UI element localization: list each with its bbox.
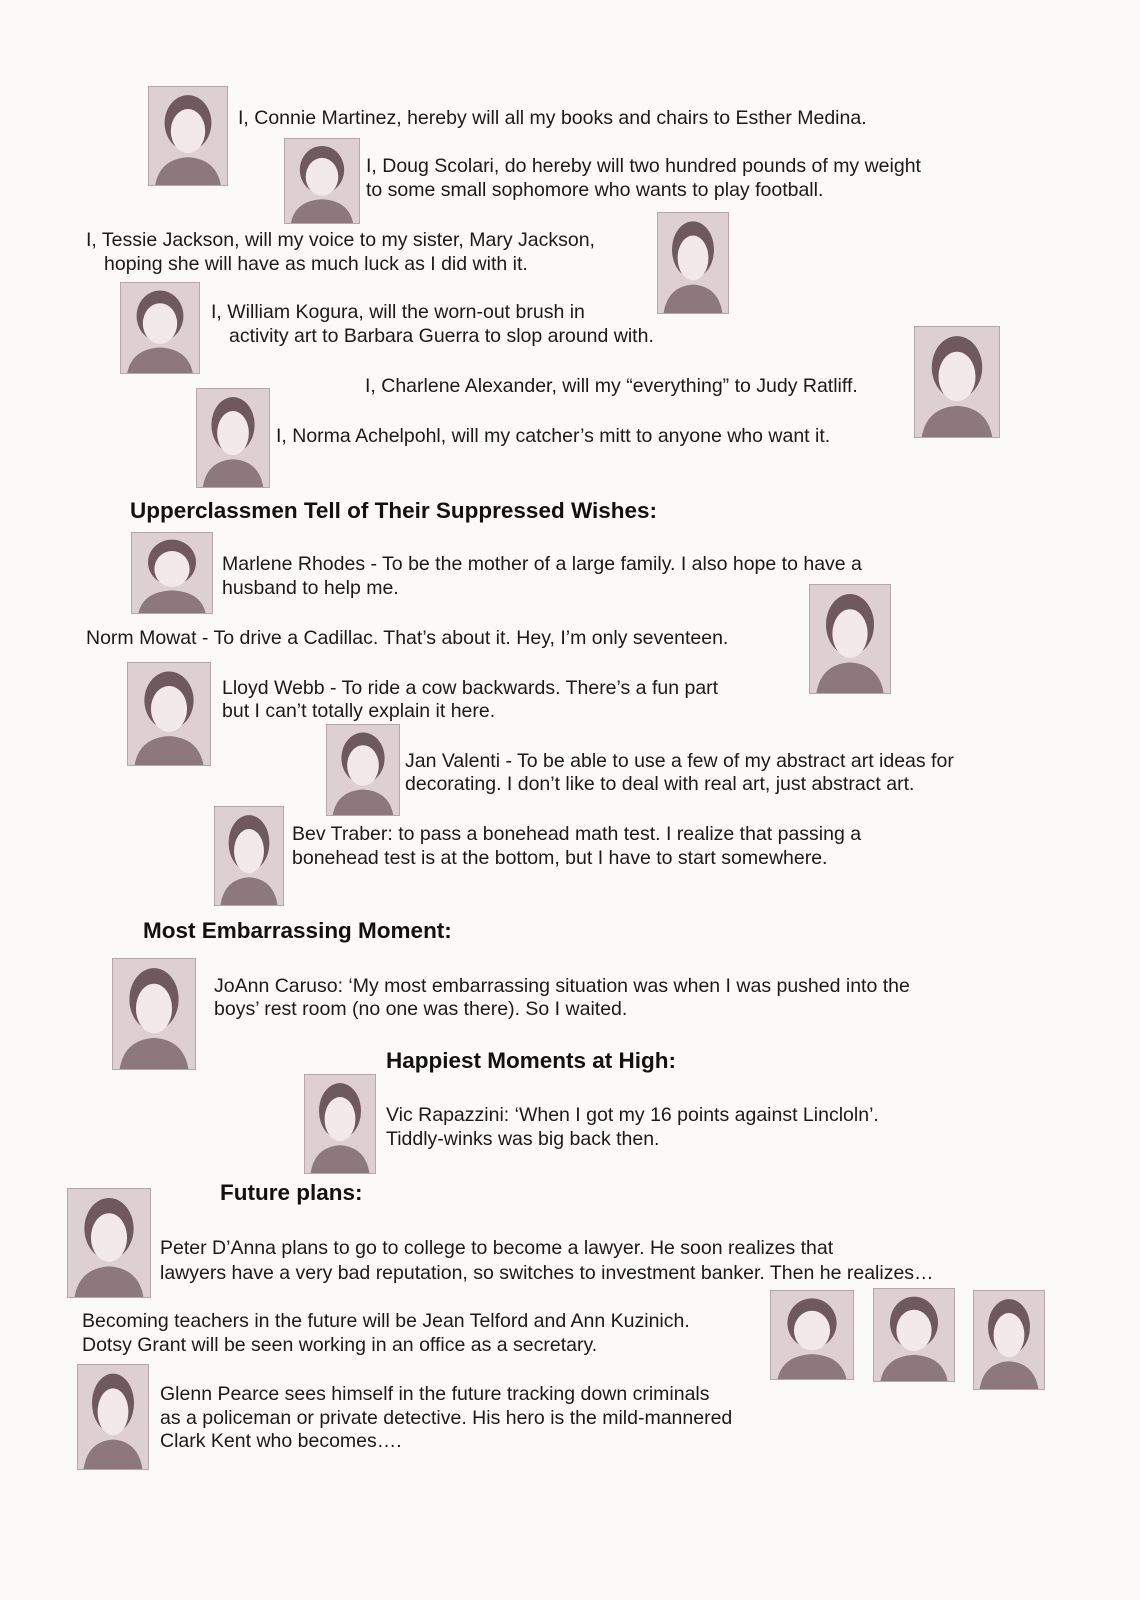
portrait-silhouette bbox=[771, 1291, 853, 1379]
portrait-face bbox=[325, 1097, 356, 1141]
portrait-shoulders bbox=[127, 348, 193, 374]
photo-dotsy-grant bbox=[973, 1290, 1045, 1390]
portrait-silhouette bbox=[113, 959, 195, 1069]
portrait-silhouette bbox=[78, 1365, 148, 1469]
portrait-silhouette bbox=[305, 1075, 375, 1173]
photo-doug-scolari bbox=[284, 138, 360, 224]
portrait-face bbox=[832, 609, 867, 658]
wish-marlene-rhodes-line2: husband to help me. bbox=[222, 577, 399, 599]
portrait-silhouette bbox=[327, 725, 399, 815]
portrait-face bbox=[171, 109, 205, 153]
photo-peter-danna bbox=[67, 1188, 151, 1298]
photo-norma-achelpohl bbox=[196, 388, 270, 488]
wish-marlene-rhodes-line1: Marlene Rhodes - To be the mother of a large family. I also hope to have a bbox=[222, 553, 862, 575]
portrait-face bbox=[151, 686, 187, 732]
portrait-shoulders bbox=[75, 1266, 144, 1297]
photo-norm-mowat bbox=[809, 584, 891, 694]
portrait-shoulders bbox=[220, 877, 277, 905]
wish-jan-valenti-line2: decorating. I don’t like to deal with real art, just abstract art. bbox=[405, 773, 915, 795]
will-doug-scolari-line1: I, Doug Scolari, do hereby will two hundred pounds of my weight bbox=[366, 155, 921, 177]
portrait-shoulders bbox=[664, 285, 723, 313]
portrait-shoulders bbox=[333, 790, 393, 816]
portrait-face bbox=[678, 236, 709, 281]
happiest-vic-rapazzini-line2: Tiddly-winks was big back then. bbox=[386, 1128, 660, 1150]
will-tessie-jackson-line1: I, Tessie Jackson, will my voice to my sister, Mary Jackson, bbox=[86, 229, 595, 251]
future-glenn-pearce-line3: Clark Kent who becomes…. bbox=[160, 1430, 402, 1452]
portrait-shoulders bbox=[880, 1355, 947, 1381]
portrait-face bbox=[154, 551, 189, 587]
portrait-shoulders bbox=[291, 199, 353, 223]
portrait-shoulders bbox=[203, 459, 263, 487]
portrait-shoulders bbox=[980, 1361, 1039, 1389]
photo-joann-caruso bbox=[112, 958, 196, 1070]
portrait-shoulders bbox=[138, 590, 205, 613]
portrait-shoulders bbox=[84, 1440, 143, 1469]
photo-marlene-rhodes bbox=[131, 532, 213, 614]
portrait-shoulders bbox=[922, 406, 993, 437]
will-norma-achelpohl: I, Norma Achelpohl, will my catcher’s mitt to anyone who want it. bbox=[276, 425, 831, 447]
photo-tessie-jackson bbox=[657, 212, 729, 314]
will-william-kogura-line1: I, William Kogura, will the worn-out brush in bbox=[211, 301, 585, 323]
portrait-silhouette bbox=[128, 663, 210, 765]
portrait-silhouette bbox=[197, 389, 269, 487]
wish-bev-traber-line1: Bev Traber: to pass a bonehead math test. I realize that passing a bbox=[292, 823, 862, 845]
heading-suppressed-wishes: Upperclassmen Tell of Their Suppressed Wishes: bbox=[130, 498, 658, 523]
future-peter-danna-line2: lawyers have a very bad reputation, so switches to investment banker. Then he realizes… bbox=[160, 1262, 934, 1284]
photo-glenn-pearce bbox=[77, 1364, 149, 1470]
photo-vic-rapazzini bbox=[304, 1074, 376, 1174]
portrait-face bbox=[234, 829, 264, 873]
wish-jan-valenti-line1: Jan Valenti - To be able to use a few of my abstract art ideas for bbox=[405, 750, 954, 772]
portrait-face bbox=[136, 984, 172, 1034]
future-peter-danna-line1: Peter D’Anna plans to go to college to become a lawyer. He soon realizes that bbox=[160, 1237, 834, 1259]
heading-happiest-moments: Happiest Moments at High: bbox=[386, 1048, 677, 1073]
will-doug-scolari-line2: to some small sophomore who wants to play football. bbox=[366, 179, 824, 201]
embarrassing-joann-caruso-line1: JoAnn Caruso: ‘My most embarrassing situation was when I was pushed into the bbox=[214, 975, 910, 997]
portrait-face bbox=[306, 158, 339, 196]
portrait-shoulders bbox=[155, 157, 221, 185]
wish-lloyd-webb-line1: Lloyd Webb - To ride a cow backwards. There’s a fun part bbox=[222, 677, 719, 699]
will-connie-martinez: I, Connie Martinez, hereby will all my books and chairs to Esther Medina. bbox=[238, 107, 867, 129]
portrait-face bbox=[794, 1311, 830, 1351]
will-william-kogura-line2: activity art to Barbara Guerra to slop around with. bbox=[229, 325, 654, 347]
photo-bev-traber bbox=[214, 806, 284, 906]
wish-bev-traber-line2: bonehead test is at the bottom, but I have to start somewhere. bbox=[292, 847, 828, 869]
embarrassing-joann-caruso-line2: boys’ rest room (no one was there). So I waited. bbox=[214, 998, 628, 1020]
will-charlene-alexander: I, Charlene Alexander, will my “everything” to Judy Ratliff. bbox=[365, 375, 858, 397]
portrait-silhouette bbox=[68, 1189, 150, 1297]
portrait-silhouette bbox=[285, 139, 359, 223]
portrait-shoulders bbox=[135, 736, 204, 765]
heading-future-plans: Future plans: bbox=[220, 1180, 363, 1205]
future-teachers-line1: Becoming teachers in the future will be Jean Telford and Ann Kuzinich. bbox=[82, 1310, 690, 1332]
portrait-face bbox=[939, 352, 976, 402]
photo-connie-martinez bbox=[148, 86, 228, 186]
portrait-face bbox=[143, 303, 177, 344]
portrait-face bbox=[994, 1313, 1025, 1357]
portrait-silhouette bbox=[658, 213, 728, 313]
portrait-silhouette bbox=[915, 327, 999, 437]
portrait-silhouette bbox=[132, 533, 212, 613]
future-glenn-pearce-line2: as a policeman or private detective. His hero is the mild-mannered bbox=[160, 1407, 733, 1429]
portrait-face bbox=[896, 1310, 931, 1351]
happiest-vic-rapazzini-line1: Vic Rapazzini: ‘When I got my 16 points against Lincloln’. bbox=[386, 1104, 879, 1126]
portrait-face bbox=[91, 1213, 127, 1262]
portrait-silhouette bbox=[149, 87, 227, 185]
photo-jan-valenti bbox=[326, 724, 400, 816]
future-glenn-pearce-line1: Glenn Pearce sees himself in the future tracking down criminals bbox=[160, 1383, 710, 1405]
portrait-silhouette bbox=[215, 807, 283, 905]
photo-jean-telford bbox=[770, 1290, 854, 1380]
photo-william-kogura bbox=[120, 282, 200, 374]
portrait-silhouette bbox=[810, 585, 890, 693]
portrait-face bbox=[98, 1388, 129, 1435]
wish-lloyd-webb-line2: but I can’t totally explain it here. bbox=[222, 700, 496, 722]
future-teachers-line2: Dotsy Grant will be seen working in an office as a secretary. bbox=[82, 1334, 598, 1356]
wish-norm-mowat: Norm Mowat - To drive a Cadillac. That’s about it. Hey, I’m only seventeen. bbox=[86, 627, 729, 649]
portrait-silhouette bbox=[974, 1291, 1044, 1389]
photo-ann-kuzinich bbox=[873, 1288, 955, 1382]
portrait-face bbox=[347, 745, 379, 786]
portrait-shoulders bbox=[120, 1038, 189, 1069]
photo-charlene-alexander bbox=[914, 326, 1000, 438]
photo-lloyd-webb bbox=[127, 662, 211, 766]
portrait-silhouette bbox=[874, 1289, 954, 1381]
portrait-shoulders bbox=[816, 662, 883, 693]
will-tessie-jackson-line2: hoping she will have as much luck as I did with it. bbox=[104, 253, 528, 275]
portrait-silhouette bbox=[121, 283, 199, 373]
portrait-shoulders bbox=[311, 1145, 370, 1173]
heading-embarrassing-moment: Most Embarrassing Moment: bbox=[143, 918, 452, 943]
portrait-shoulders bbox=[778, 1354, 847, 1379]
portrait-face bbox=[217, 411, 249, 455]
